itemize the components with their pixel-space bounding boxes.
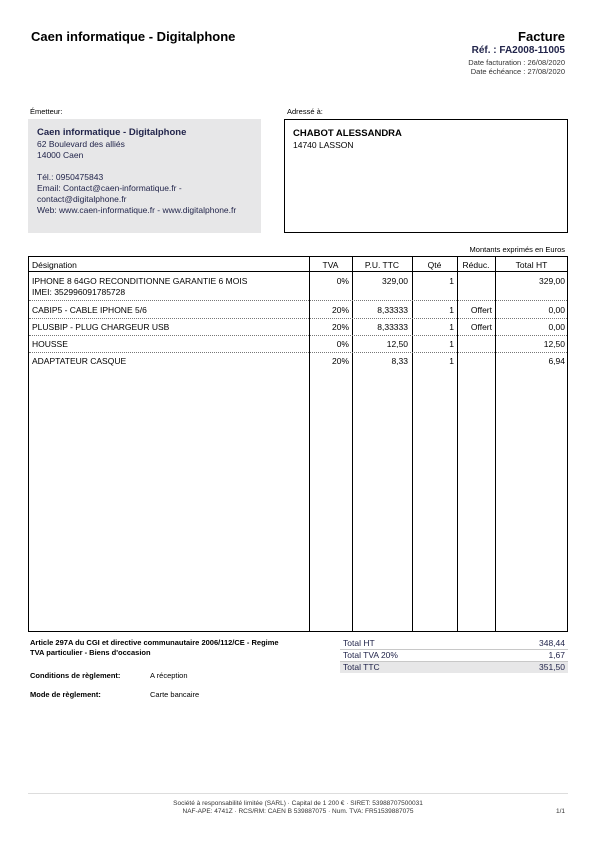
- row-designation: CABIP5 - CABLE IPHONE 5/6: [32, 305, 147, 315]
- row-unit-price: 329,00: [382, 276, 408, 286]
- payment-mode-value: Carte bancaire: [150, 690, 200, 699]
- recipient-address: 14740 LASSON: [293, 140, 354, 150]
- footer-company-info: Société à responsabilité limitée (SARL) · Capital de 1 200 € · SIRET: 53988707500031: [173, 800, 423, 807]
- total-ttc-label: Total TTC: [343, 662, 380, 672]
- totals-block: [340, 638, 568, 673]
- row-total: 0,00: [548, 305, 565, 315]
- currency-note: Montants exprimés en Euros: [469, 245, 565, 254]
- total-tva-row: [340, 650, 568, 662]
- row-quantity: 1: [449, 339, 454, 349]
- row-total: 329,00: [539, 276, 565, 286]
- row-designation: ADAPTATEUR CASQUE: [32, 356, 127, 366]
- row-unit-price: 12,50: [386, 339, 408, 349]
- sender-email-line2: contact@digitalphone.fr: [37, 194, 127, 204]
- total-tva-value: 1,67: [548, 650, 565, 660]
- due-date: Date échéance : 27/08/2020: [470, 67, 565, 76]
- sender-label: Émetteur:: [30, 107, 63, 116]
- row-quantity: 1: [449, 322, 454, 332]
- recipient-name: CHABOT ALESSANDRA: [293, 128, 402, 139]
- row-total: 12,50: [543, 339, 565, 349]
- total-tva-label: Total TVA 20%: [343, 650, 398, 660]
- total-ht-label: Total HT: [343, 638, 375, 648]
- row-divider: [29, 352, 567, 353]
- row-tva: 20%: [331, 322, 349, 332]
- recipient-label: Adressé à:: [287, 107, 323, 116]
- row-tva: 20%: [331, 356, 349, 366]
- row-divider: [29, 318, 567, 319]
- footer-registration-info: NAF-APE: 4741Z · RCS/RM: CAEN B 539887075 · Num. TVA: FR51539887075: [182, 808, 414, 815]
- total-ht-row: [340, 638, 568, 650]
- header-designation: Désignation: [32, 260, 77, 270]
- row-total: 6,94: [548, 356, 565, 366]
- sender-spacer: [37, 161, 252, 172]
- row-total: 0,00: [548, 322, 565, 332]
- payment-conditions-label: Conditions de règlement:: [30, 671, 121, 680]
- invoice-date: Date facturation : 26/08/2020: [468, 58, 565, 67]
- row-quantity: 1: [449, 276, 454, 286]
- sender-address-line2: 14000 Caen: [37, 150, 84, 160]
- company-title: Caen informatique - Digitalphone: [31, 29, 236, 44]
- row-designation: PLUSBIP - PLUG CHARGEUR USB: [32, 322, 170, 332]
- sender-name: Caen informatique - Digitalphone: [37, 127, 187, 138]
- row-divider: [29, 335, 567, 336]
- payment-conditions-value: A réception: [150, 671, 188, 680]
- sender-phone: Tél.: 0950475843: [37, 172, 104, 182]
- sender-address-line1: 62 Boulevard des alliés: [37, 139, 125, 149]
- total-ht-value: 348,44: [539, 638, 565, 648]
- header-quantity: Qté: [427, 260, 442, 270]
- invoice-reference: Réf. : FA2008-11005: [471, 45, 565, 56]
- row-unit-price: 8,33333: [377, 322, 408, 332]
- header-total: Total HT: [515, 260, 548, 270]
- total-ttc-value: 351,50: [539, 662, 565, 672]
- page-number: 1/1: [555, 808, 565, 815]
- sender-email-line1: Email: Contact@caen-informatique.fr -: [37, 183, 182, 193]
- payment-mode-label: Mode de règlement:: [30, 690, 101, 699]
- row-designation-detail: IMEI: 352996091785728: [32, 287, 126, 297]
- row-discount: Offert: [470, 322, 492, 332]
- row-quantity: 1: [449, 356, 454, 366]
- document-type: Facture: [518, 29, 565, 44]
- row-designation: IPHONE 8 64GO RECONDITIONNE GARANTIE 6 MOIS: [32, 276, 248, 286]
- row-discount: Offert: [470, 305, 492, 315]
- row-divider: [29, 300, 567, 301]
- row-unit-price: 8,33333: [377, 305, 408, 315]
- header-unit-price: P.U. TTC: [364, 260, 400, 270]
- row-tva: 20%: [331, 305, 349, 315]
- footer-divider: [28, 793, 568, 794]
- sender-box: [28, 119, 261, 233]
- recipient-box: [284, 119, 568, 233]
- legal-mention: [30, 638, 330, 658]
- row-tva: 0%: [336, 339, 349, 349]
- row-designation: HOUSSE: [32, 339, 68, 349]
- sender-website: Web: www.caen-informatique.fr - www.digitalphone.fr: [37, 205, 237, 215]
- legal-line2: TVA particulier - Biens d'occasion: [30, 648, 151, 657]
- row-unit-price: 8,33: [391, 356, 408, 366]
- row-quantity: 1: [449, 305, 454, 315]
- legal-line1: Article 297A du CGI et directive communautaire 2006/112/CE - Regime: [30, 638, 279, 647]
- items-table: [28, 256, 568, 632]
- header-tva: TVA: [322, 260, 339, 270]
- header-discount: Réduc.: [462, 260, 490, 270]
- table-header-divider: [29, 271, 567, 272]
- total-ttc-row: [340, 662, 568, 673]
- row-tva: 0%: [336, 276, 349, 286]
